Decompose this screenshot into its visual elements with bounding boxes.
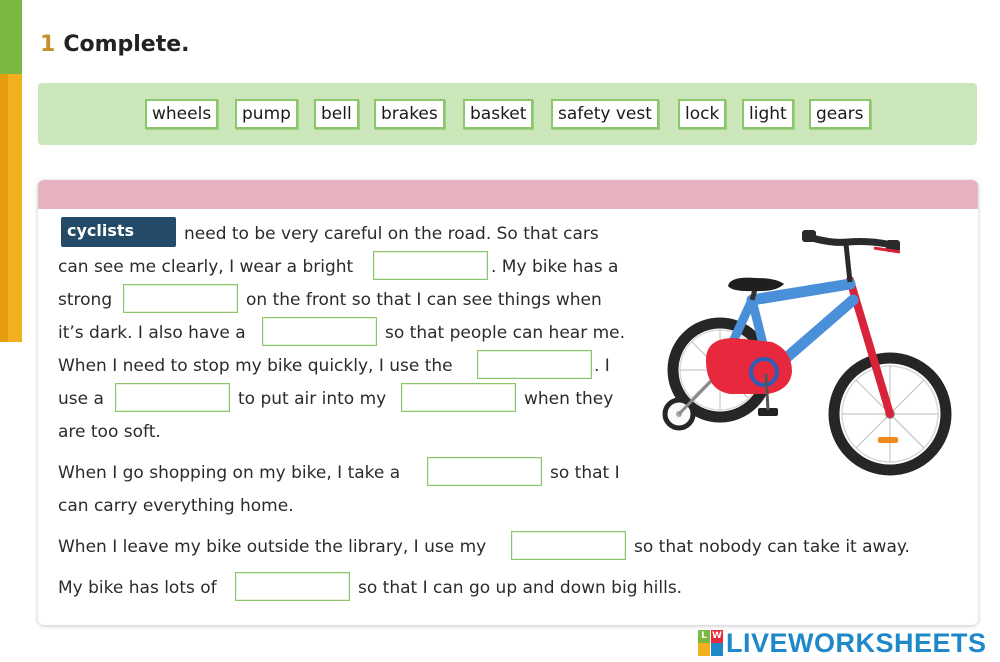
sentence-text: can carry everything home. [58,496,294,516]
liveworksheets-logo-text: LIVEWORKSHEETS [726,627,987,658]
card-header-bar [38,180,978,209]
blank-input-4[interactable] [477,350,592,379]
word-chip-brakes[interactable]: brakes [374,99,445,129]
sentence-text: are too soft. [58,422,161,442]
sentence-text: when they [524,389,614,409]
word-bank [38,83,977,145]
liveworksheets-logo [698,626,987,660]
word-chip-light[interactable]: light [742,99,794,129]
logo-mark-letter: L [698,630,710,643]
side-accent-green [0,0,22,74]
logo-mark-letter: W [712,631,722,641]
side-accent-yellow-shade [0,74,8,342]
word-chip-basket[interactable]: basket [463,99,533,129]
word-chip-gears[interactable]: gears [809,99,871,129]
blank-input-8[interactable] [511,531,626,560]
sentence-text: it’s dark. I also have a [58,323,246,343]
word-chip-bell[interactable]: bell [314,99,359,129]
blank-input-6[interactable] [401,383,516,412]
sentence-text: When I go shopping on my bike, I take a [58,463,401,483]
word-chip-safety-vest[interactable]: safety vest [551,99,659,129]
word-chip-pump[interactable]: pump [235,99,298,129]
blank-input-2[interactable] [123,284,238,313]
word-chip-wheels[interactable]: wheels [145,99,218,129]
sentence-text: need to be very careful on the road. So that cars [184,224,599,244]
logo-mark-tile [711,643,723,656]
blank-input-5[interactable] [115,383,230,412]
bicycle-illustration [660,222,960,484]
sentence-text: use a [58,389,104,409]
liveworksheets-logo-icon [698,629,724,657]
exercise-number: 1 [40,32,56,57]
sentence-text: so that nobody can take it away. [634,537,910,557]
sentence-text: so that I can go up and down big hills. [358,578,683,598]
logo-mark-tile [698,643,710,656]
sentence-text: on the front so that I can see things when [246,290,602,310]
sentence-text: so that I [550,463,620,483]
word-chip-lock[interactable]: lock [678,99,726,129]
sentence-text: strong [58,290,113,310]
sentence-text: . My bike has a [491,257,619,277]
sentence-text: When I need to stop my bike quickly, I use the [58,356,453,376]
sentence-text: My bike has lots of [58,578,217,598]
blank-input-7[interactable] [427,457,542,486]
sentence-text: When I leave my bike outside the library, I use my [58,537,487,557]
blank-input-9[interactable] [235,572,350,601]
blank-input-1[interactable] [373,251,488,280]
exercise-heading [40,32,190,57]
example-answer: cyclists [61,217,176,247]
sentence-text: to put air into my [238,389,387,409]
sentence-text: . I [594,356,610,376]
blank-input-3[interactable] [262,317,377,346]
sentence-text: so that people can hear me. [385,323,626,343]
exercise-title: Complete. [63,32,190,57]
sentence-text: can see me clearly, I wear a bright [58,257,354,277]
